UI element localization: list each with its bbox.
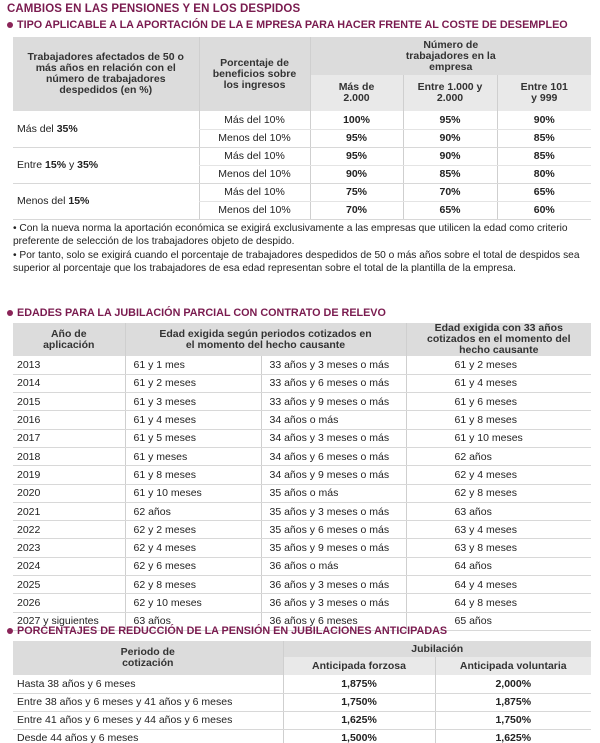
affected-range-cell	[13, 147, 199, 183]
period-cell: Entre 41 años y 6 meses y 44 años y 6 meses	[13, 711, 283, 729]
required-age-33-cell: 62 y 4 meses	[406, 466, 591, 484]
rate-cell: 100%	[310, 111, 403, 129]
contribution-period-cell: 35 años o más	[261, 484, 406, 502]
required-age-cell: 61 y 5 meses	[125, 429, 261, 447]
contribution-period-cell: 35 años y 6 meses o más	[261, 521, 406, 539]
year-cell: 2021	[13, 502, 125, 520]
table-row	[13, 594, 591, 612]
required-age-cell: 61 y 2 meses	[125, 374, 261, 392]
table-row	[13, 484, 591, 502]
header-retirement: Jubilación	[283, 641, 591, 657]
header-company-size: Número de trabajadores en la empresa	[310, 37, 591, 75]
rate-cell: 95%	[310, 147, 403, 165]
affected-range-cell	[13, 183, 199, 219]
voluntary-rate-cell: 1,750%	[435, 711, 591, 729]
range-prefix: Entre	[17, 159, 46, 171]
table-row	[13, 557, 591, 575]
table-row	[13, 502, 591, 520]
header-required-age-33: Edad exigida con 33 años cotizados en el momento del hecho causante	[406, 323, 591, 356]
rate-cell: 90%	[403, 147, 497, 165]
affected-range-cell	[13, 111, 199, 147]
required-age-cell: 62 y 10 meses	[125, 594, 261, 612]
year-cell: 2014	[13, 374, 125, 392]
range-value: 15%	[68, 195, 90, 207]
main-title: CAMBIOS EN LAS PENSIONES Y EN LOS DESPIDOS	[7, 3, 301, 15]
required-age-cell: 61 y 4 meses	[125, 411, 261, 429]
table-row	[13, 393, 591, 411]
rate-cell: 95%	[310, 129, 403, 147]
header-affected-workers: Trabajadores afectados de 50 o más años en relación con el número de trabajadores despedidos (en %)	[13, 37, 199, 111]
range-prefix: Menos del	[17, 195, 69, 207]
benefit-cell: Menos del 10%	[199, 201, 310, 219]
required-age-cell: 61 y 1 mes	[125, 356, 261, 374]
section1-title-text: TIPO APLICABLE A LA APORTACIÓN DE LA E MPRESA PARA HACER FRENTE AL COSTE DE DESEMPLEO	[17, 19, 568, 31]
voluntary-rate-cell: 1,875%	[435, 693, 591, 711]
note-item: • Por tanto, solo se exigirá cuando el porcentaje de trabajadores despedidos de 50 o más años sobre el total de despidos sea superior al porcentaje que los trabajadores de esa edad representan sobre el total de la plantilla de la empresa.	[13, 250, 580, 274]
contribution-period-cell: 36 años o más	[261, 557, 406, 575]
section3-title	[7, 625, 447, 637]
contribution-period-cell: 33 años y 3 meses o más	[261, 356, 406, 374]
benefit-cell: Menos del 10%	[199, 165, 310, 183]
rate-cell: 90%	[497, 111, 591, 129]
required-age-33-cell: 62 y 8 meses	[406, 484, 591, 502]
required-age-cell: 62 y 2 meses	[125, 521, 261, 539]
forced-rate-cell: 1,750%	[283, 693, 435, 711]
contribution-period-cell: 34 años y 6 meses o más	[261, 447, 406, 465]
period-cell: Hasta 38 años y 6 meses	[13, 675, 283, 693]
contribution-table	[13, 37, 591, 220]
required-age-33-cell: 62 años	[406, 447, 591, 465]
range-prefix: Más del	[17, 122, 57, 135]
range-value: 15%	[45, 159, 67, 171]
notes	[13, 223, 591, 277]
rate-cell: 90%	[310, 165, 403, 183]
range-connector: y	[66, 159, 78, 171]
required-age-33-cell: 61 y 2 meses	[406, 356, 591, 374]
rate-cell: 85%	[497, 129, 591, 147]
required-age-33-cell: 65 años	[406, 612, 591, 630]
note-item: • Con la nueva norma la aportación económica se exigirá exclusivamente a las empresas que utilicen la edad como criterio preferente de selección de los trabajadores objeto de despido.	[13, 223, 568, 247]
header-contribution-period: Periodo de cotización	[13, 641, 283, 675]
table-row	[13, 539, 591, 557]
required-age-33-cell: 64 años	[406, 557, 591, 575]
required-age-33-cell: 61 y 10 meses	[406, 429, 591, 447]
table-row	[13, 693, 591, 711]
year-cell: 2020	[13, 484, 125, 502]
rate-cell: 95%	[403, 111, 497, 129]
rate-cell: 70%	[403, 183, 497, 201]
required-age-33-cell: 63 y 4 meses	[406, 521, 591, 539]
required-age-33-cell: 63 y 8 meses	[406, 539, 591, 557]
year-cell: 2027 y siguientes	[13, 612, 125, 630]
table-row	[13, 711, 591, 729]
range-value: 35%	[77, 159, 99, 171]
forced-rate-cell: 1,625%	[283, 711, 435, 729]
benefit-cell: Más del 10%	[199, 183, 310, 201]
forced-rate-cell: 1,875%	[283, 675, 435, 693]
required-age-cell: 61 y 8 meses	[125, 466, 261, 484]
contribution-period-cell: 35 años y 3 meses o más	[261, 502, 406, 520]
required-age-cell: 62 y 8 meses	[125, 576, 261, 594]
header-more-than-2000: Más de 2.000	[310, 75, 403, 111]
header-voluntary-early: Anticipada voluntaria	[435, 657, 591, 675]
required-age-cell: 61 y meses	[125, 447, 261, 465]
benefit-cell: Más del 10%	[199, 111, 310, 129]
contribution-period-cell: 33 años y 6 meses o más	[261, 374, 406, 392]
table-row	[13, 466, 591, 484]
rate-cell: 90%	[403, 129, 497, 147]
required-age-cell: 61 y 10 meses	[125, 484, 261, 502]
header-year: Año de aplicación	[13, 323, 125, 356]
contribution-period-cell: 33 años y 9 meses o más	[261, 393, 406, 411]
table-row	[13, 374, 591, 392]
benefit-cell: Más del 10%	[199, 147, 310, 165]
contribution-period-cell: 36 años y 6 meses	[261, 612, 406, 630]
contribution-period-cell: 36 años y 3 meses o más	[261, 576, 406, 594]
table-row	[13, 111, 591, 129]
benefit-cell: Menos del 10%	[199, 129, 310, 147]
required-age-33-cell: 63 años	[406, 502, 591, 520]
rate-cell: 80%	[497, 165, 591, 183]
year-cell: 2026	[13, 594, 125, 612]
table-row	[13, 411, 591, 429]
rate-cell: 85%	[403, 165, 497, 183]
pension-reduction-table	[13, 641, 591, 743]
header-benefit-percentage: Porcentaje de beneficios sobre los ingresos	[199, 37, 310, 111]
contribution-table-body	[13, 111, 591, 219]
contribution-period-cell: 35 años y 9 meses o más	[261, 539, 406, 557]
bullet-dot-icon	[7, 22, 13, 28]
period-cell: Entre 38 años y 6 meses y 41 años y 6 meses	[13, 693, 283, 711]
required-age-33-cell: 64 y 8 meses	[406, 594, 591, 612]
header-required-age: Edad exigida según periodos cotizados en el momento del hecho causante	[125, 323, 406, 356]
bullet-dot-icon	[7, 628, 13, 634]
range-value: 35%	[56, 122, 78, 135]
required-age-cell: 61 y 3 meses	[125, 393, 261, 411]
table-row	[13, 576, 591, 594]
rate-cell: 65%	[403, 201, 497, 219]
table-row	[13, 447, 591, 465]
rate-cell: 60%	[497, 201, 591, 219]
period-cell: Desde 44 años y 6 meses	[13, 729, 283, 743]
table-row	[13, 183, 591, 201]
table-row	[13, 729, 591, 743]
table-row	[13, 675, 591, 693]
year-cell: 2018	[13, 447, 125, 465]
required-age-cell: 63 años	[125, 612, 261, 630]
year-cell: 2022	[13, 521, 125, 539]
rate-cell: 85%	[497, 147, 591, 165]
header-between-101-999: Entre 101 y 999	[497, 75, 591, 111]
table-row	[13, 521, 591, 539]
rate-cell: 65%	[497, 183, 591, 201]
contribution-period-cell: 34 años y 9 meses o más	[261, 466, 406, 484]
year-cell: 2023	[13, 539, 125, 557]
required-age-cell: 62 y 6 meses	[125, 557, 261, 575]
section1-title	[7, 19, 568, 31]
partial-retirement-table	[13, 323, 591, 631]
table-row	[13, 356, 591, 374]
year-cell: 2019	[13, 466, 125, 484]
voluntary-rate-cell: 1,625%	[435, 729, 591, 743]
year-cell: 2024	[13, 557, 125, 575]
year-cell: 2013	[13, 356, 125, 374]
year-cell: 2017	[13, 429, 125, 447]
required-age-33-cell: 64 y 4 meses	[406, 576, 591, 594]
required-age-33-cell: 61 y 6 meses	[406, 393, 591, 411]
section2-title	[7, 307, 386, 319]
required-age-cell: 62 y 4 meses	[125, 539, 261, 557]
bullet-dot-icon	[7, 310, 13, 316]
year-cell: 2016	[13, 411, 125, 429]
forced-rate-cell: 1,500%	[283, 729, 435, 743]
section2-title-text: EDADES PARA LA JUBILACIÓN PARCIAL CON CONTRATO DE RELEVO	[17, 307, 386, 319]
table-row	[13, 147, 591, 165]
rate-cell: 75%	[310, 183, 403, 201]
section3-title-text: PORCENTAJES DE REDUCCIÓN DE LA PENSIÓN EN JUBILACIONES ANTICIPADAS	[17, 625, 448, 637]
required-age-33-cell: 61 y 8 meses	[406, 411, 591, 429]
voluntary-rate-cell: 2,000%	[435, 675, 591, 693]
rate-cell: 70%	[310, 201, 403, 219]
contribution-period-cell: 34 años o más	[261, 411, 406, 429]
header-forced-early: Anticipada forzosa	[283, 657, 435, 675]
year-cell: 2015	[13, 393, 125, 411]
table-row	[13, 429, 591, 447]
contribution-period-cell: 34 años y 3 meses o más	[261, 429, 406, 447]
partial-retirement-table-body	[13, 356, 591, 630]
contribution-period-cell: 36 años y 3 meses o más	[261, 594, 406, 612]
year-cell: 2025	[13, 576, 125, 594]
required-age-33-cell: 61 y 4 meses	[406, 374, 591, 392]
required-age-cell: 62 años	[125, 502, 261, 520]
header-between-1000-2000: Entre 1.000 y 2.000	[403, 75, 497, 111]
pension-reduction-table-body	[13, 675, 591, 743]
